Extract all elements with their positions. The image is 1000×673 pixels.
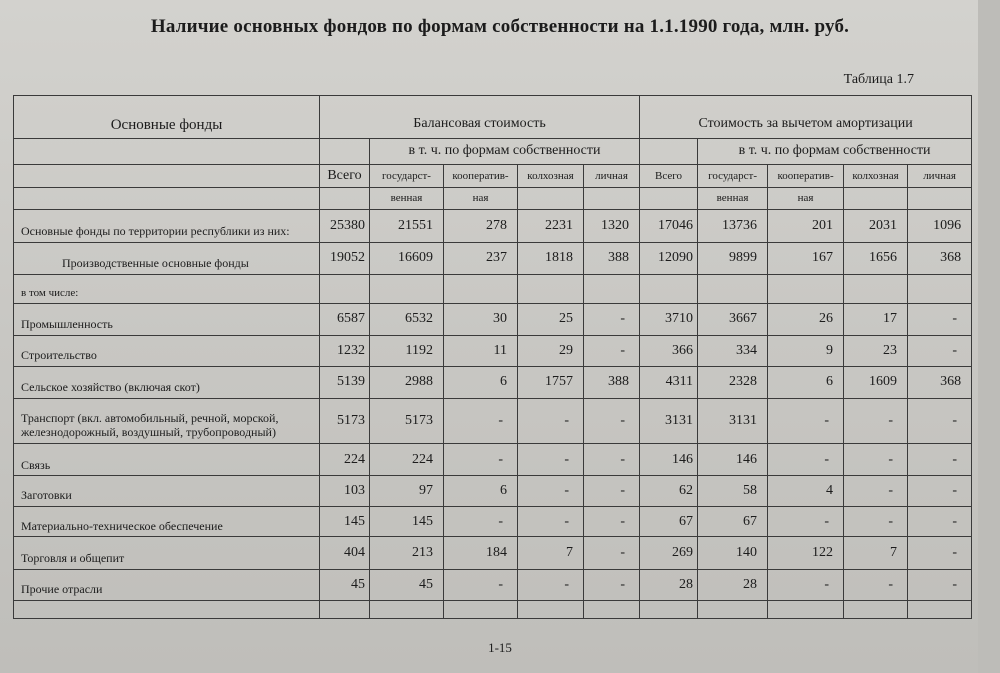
table-cell: 1096 <box>908 209 972 242</box>
table-cell: 11 <box>444 336 518 367</box>
table-row <box>14 336 972 367</box>
table-cell: 1818 <box>518 242 584 275</box>
table-cell: 2031 <box>844 209 908 242</box>
header-balance: Балансовая стоимость <box>320 110 640 138</box>
table-cell: 3710 <box>640 303 698 336</box>
row-label: Производственные основные фонды <box>14 242 320 275</box>
row-label: Основные фонды по территории республики из них: <box>14 209 320 242</box>
header-row-label: Основные фонды <box>14 96 320 139</box>
table-cell: - <box>908 570 972 601</box>
table-cell: 366 <box>640 336 698 367</box>
table-cell: - <box>518 399 584 444</box>
table-cell: 23 <box>844 336 908 367</box>
header-subcolumns-row <box>14 165 972 187</box>
table-cell: 4311 <box>640 366 698 399</box>
table-row <box>14 537 972 570</box>
table-cell: 67 <box>698 506 768 537</box>
table-cell: 201 <box>768 209 844 242</box>
table-cell: - <box>444 570 518 601</box>
table-cell: 29 <box>518 336 584 367</box>
table-cell: - <box>908 537 972 570</box>
table-cell: 7 <box>518 537 584 570</box>
table-cell <box>698 275 768 303</box>
table-cell: 25 <box>518 303 584 336</box>
table-cell: 6 <box>768 366 844 399</box>
page-edge <box>978 0 1000 673</box>
table-cell: - <box>444 506 518 537</box>
table-cell: 25380 <box>320 209 370 242</box>
row-label: Заготовки <box>14 476 320 507</box>
table-cell: 26 <box>768 303 844 336</box>
table-cell: 17046 <box>640 209 698 242</box>
header-personal: личная <box>908 165 972 187</box>
table-cell: 67 <box>640 506 698 537</box>
table-cell: - <box>584 476 640 507</box>
table-cell: 2231 <box>518 209 584 242</box>
row-label: Связь <box>14 443 320 476</box>
table-row <box>14 209 972 242</box>
table-cell: 45 <box>320 570 370 601</box>
table-cell: - <box>518 476 584 507</box>
header-total: Всего <box>640 165 698 187</box>
table-cell: 224 <box>370 443 444 476</box>
table-cell: 2988 <box>370 366 444 399</box>
header-coop: кооператив- <box>444 165 518 187</box>
header-subcolumns-row-2 <box>14 187 972 209</box>
table-cell: 4 <box>768 476 844 507</box>
table-cell: - <box>584 336 640 367</box>
table-cell: 3131 <box>640 399 698 444</box>
table-row <box>14 570 972 601</box>
table-cell: 388 <box>584 366 640 399</box>
table-cell: 167 <box>768 242 844 275</box>
table-cell: - <box>768 443 844 476</box>
table-cell <box>518 275 584 303</box>
table-cell: 5139 <box>320 366 370 399</box>
table-cell: 9899 <box>698 242 768 275</box>
table-cell: 5173 <box>370 399 444 444</box>
header-kolkhoz: колхозная <box>844 165 908 187</box>
table-cell: - <box>908 399 972 444</box>
table-cell: - <box>584 303 640 336</box>
table-cell: 213 <box>370 537 444 570</box>
table-row <box>14 506 972 537</box>
table-cell: 224 <box>320 443 370 476</box>
table-cell: 140 <box>698 537 768 570</box>
table-cell: - <box>844 399 908 444</box>
table-cell: 28 <box>698 570 768 601</box>
table-cell: - <box>444 443 518 476</box>
table-cell: 2328 <box>698 366 768 399</box>
table-cell: 388 <box>584 242 640 275</box>
table-cell: - <box>584 506 640 537</box>
table-cell: 30 <box>444 303 518 336</box>
table-cell: 62 <box>640 476 698 507</box>
header-depreciated: Стоимость за вычетом амортизации <box>640 110 972 138</box>
table-cell: 404 <box>320 537 370 570</box>
header-state-cont: венная <box>698 187 768 209</box>
table-row <box>14 303 972 336</box>
table-cell: 1192 <box>370 336 444 367</box>
table-cell: 6 <box>444 366 518 399</box>
row-label: в том числе: <box>14 275 320 303</box>
table-body <box>14 209 972 600</box>
table-cell <box>768 275 844 303</box>
table-cell: 3131 <box>698 399 768 444</box>
table-cell <box>370 275 444 303</box>
table-cell: 146 <box>698 443 768 476</box>
table-cell: 6532 <box>370 303 444 336</box>
table-cell: - <box>908 476 972 507</box>
table-cell <box>844 275 908 303</box>
header-by-forms-depreciated: в т. ч. по формам собственности <box>698 138 972 164</box>
table-row <box>14 242 972 275</box>
table-row <box>14 476 972 507</box>
fixed-assets-table <box>13 95 972 619</box>
table-cell <box>584 275 640 303</box>
table-cell: - <box>844 570 908 601</box>
table-cell: 145 <box>320 506 370 537</box>
row-label: Транспорт (вкл. автомобильный, речной, морской, железнодорожный, воздушный, трубопроводный) <box>14 399 320 444</box>
row-label: Прочие отрасли <box>14 570 320 601</box>
table-cell: 58 <box>698 476 768 507</box>
page-number: 1-15 <box>488 640 512 655</box>
table-cell: 17 <box>844 303 908 336</box>
table-cell: - <box>768 399 844 444</box>
table-cell: 16609 <box>370 242 444 275</box>
table-cell: 368 <box>908 366 972 399</box>
table-cell: - <box>768 506 844 537</box>
table-cell <box>640 275 698 303</box>
header-personal: личная <box>584 165 640 187</box>
table-row <box>14 366 972 399</box>
table-cell: - <box>518 443 584 476</box>
table-cell: 145 <box>370 506 444 537</box>
table-cell: 6587 <box>320 303 370 336</box>
row-label: Промышленность <box>14 303 320 336</box>
table-cell: 21551 <box>370 209 444 242</box>
table-cell: - <box>584 570 640 601</box>
table-cell: - <box>518 570 584 601</box>
document-title: Наличие основных фондов по формам собственности на 1.1.1990 года, млн. руб. <box>150 16 850 37</box>
header-state: государст- <box>370 165 444 187</box>
table-cell: 1609 <box>844 366 908 399</box>
row-label: Строительство <box>14 336 320 367</box>
table-cell: - <box>908 303 972 336</box>
table-cell: 97 <box>370 476 444 507</box>
fixed-assets-table-container <box>13 95 971 619</box>
table-cell: 278 <box>444 209 518 242</box>
header-coop: кооператив- <box>768 165 844 187</box>
table-row <box>14 275 972 303</box>
header-state-cont: венная <box>370 187 444 209</box>
table-cell: 3667 <box>698 303 768 336</box>
table-cell: - <box>768 570 844 601</box>
header-kolkhoz: колхозная <box>518 165 584 187</box>
table-cell: 334 <box>698 336 768 367</box>
table-cell <box>444 275 518 303</box>
table-cell: - <box>844 476 908 507</box>
table-cell: 368 <box>908 242 972 275</box>
table-cell: 1320 <box>584 209 640 242</box>
table-cell: - <box>844 506 908 537</box>
table-row <box>14 443 972 476</box>
header-coop-cont: ная <box>768 187 844 209</box>
table-cell: - <box>844 443 908 476</box>
table-cell: 103 <box>320 476 370 507</box>
table-cell: 6 <box>444 476 518 507</box>
header-top-spacer-row <box>14 96 972 110</box>
table-bottom-spacer-row <box>14 600 972 618</box>
table-cell: 1757 <box>518 366 584 399</box>
table-cell: 146 <box>640 443 698 476</box>
table-cell: 1232 <box>320 336 370 367</box>
table-cell: - <box>584 537 640 570</box>
table-cell: 13736 <box>698 209 768 242</box>
table-cell: 9 <box>768 336 844 367</box>
table-cell: 7 <box>844 537 908 570</box>
table-cell: 122 <box>768 537 844 570</box>
row-label: Материально-техническое обеспечение <box>14 506 320 537</box>
table-cell: 19052 <box>320 242 370 275</box>
table-cell: 45 <box>370 570 444 601</box>
table-cell <box>320 275 370 303</box>
table-cell: - <box>518 506 584 537</box>
table-cell: 5173 <box>320 399 370 444</box>
table-cell: 237 <box>444 242 518 275</box>
table-number: Таблица 1.7 <box>843 72 914 87</box>
header-state: государст- <box>698 165 768 187</box>
table-cell: - <box>584 399 640 444</box>
table-cell: 1656 <box>844 242 908 275</box>
table-cell <box>908 275 972 303</box>
table-cell: - <box>584 443 640 476</box>
table-cell: 28 <box>640 570 698 601</box>
table-cell: 184 <box>444 537 518 570</box>
table-cell: 12090 <box>640 242 698 275</box>
table-cell: - <box>444 399 518 444</box>
table-cell: - <box>908 506 972 537</box>
table-row <box>14 399 972 444</box>
table-cell: - <box>908 336 972 367</box>
header-coop-cont: ная <box>444 187 518 209</box>
row-label: Торговля и общепит <box>14 537 320 570</box>
row-label: Сельское хозяйство (включая скот) <box>14 366 320 399</box>
table-cell: 269 <box>640 537 698 570</box>
table-cell: - <box>908 443 972 476</box>
header-by-forms-balance: в т. ч. по формам собственности <box>370 138 640 164</box>
header-total: Всего <box>320 165 370 187</box>
